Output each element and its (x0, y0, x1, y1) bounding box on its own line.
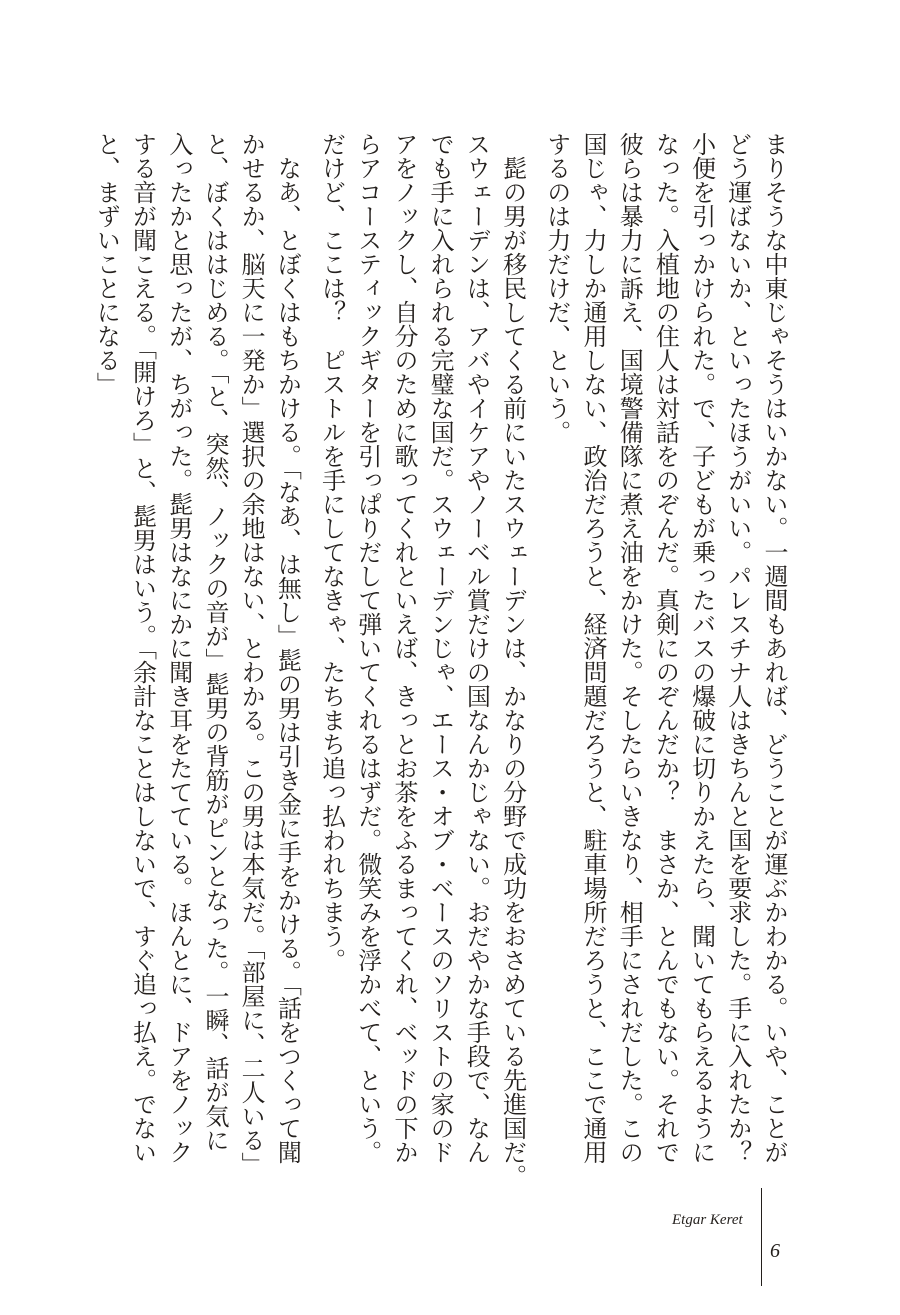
text-line: するのは力だけだ、という。 (542, 132, 571, 444)
text-line: どう運ばないか、といったほうがいい。パレスチナ人はきちんと国を要求した。手に入れたか？ (723, 132, 752, 1164)
text-line: なあ、とぼくはもちかける。「なあ、は無し」髭の男は引き金に手をかける。「話をつくって聞 (273, 132, 302, 1164)
text-line: 彼らは暴力に訴え、国境警備隊に煮え油をかけた。そしたらいきなり、相手にされだした。この (615, 132, 644, 1164)
text-line: 入ったかと思ったが、ちがった。髭男はなにかに聞き耳をたてている。ほんとに、ドアをノック (164, 132, 193, 1164)
text-line: まりそうな中東じゃそうはいかない。一週間もあれば、どうことが運ぶかわかる。いや、ことが (760, 132, 788, 1164)
text-line: 小便を引っかけられた。で、子どもが乗ったバスの爆破に切りかえたら、聞いてもらえるように (687, 132, 716, 1164)
text-line: だけど、ここは？ ピストルを手にしてなきゃ、たちまち追っ払われちまう。 (317, 132, 346, 972)
text-line: する音が聞こえる。「開けろ」と、髭男はいう。「余計なことはしないで、すぐ追っ払え。でない (128, 132, 157, 1164)
text-line: スウェーデンは、アバやイケアやノーベル賞だけの国なんかじゃない。おだやかな手段で、なん (462, 132, 491, 1164)
paragraph-gap (305, 132, 313, 1132)
text-line: 髭の男が移民してくる前にいたスウェーデンは、かなりの分野で成功をおさめている先進国だ。 (498, 132, 527, 1188)
text-line: かせるか、脳天に一発か」選択の余地はない、とわかる。この男は本気だ。「部屋に、二人いる」 (237, 132, 266, 1176)
text-line: なった。入植地の住人は対話をのぞんだ。真剣にのぞんだか？ まさか、とんでもない。それで (651, 132, 680, 1164)
text-line: 国じゃ、力しか通用しない、政治だろうと、経済問題だろうと、駐車場所だろうと、ここで通用 (578, 132, 607, 1164)
text-line: アをノックし、自分のために歌ってくれといえば、きっとお茶をふるまってくれ、ベッドの下か (389, 132, 418, 1164)
footer-divider (761, 1188, 762, 1286)
author-credit: Etgar Keret (672, 1212, 743, 1228)
vertical-text-body (92, 132, 792, 1188)
text-line: と、ぼくははじめる。「と、突然、ノックの音が」髭男の背筋がピンとなった。一瞬、話が気に (200, 132, 229, 1152)
page-number: 6 (770, 1240, 780, 1262)
text-line: でも手に入れられる完璧な国だ。スウェーデンじゃ、エース・オブ・ベースのソリストの家のド (426, 132, 455, 1164)
paragraph-gap (531, 132, 539, 1132)
text-line: らアコースティックギターを引っぱりだして弾いてくれるはずだ。微笑みを浮かべて、という。 (353, 132, 382, 1164)
text-line: と、まずいことになる」 (92, 132, 121, 396)
